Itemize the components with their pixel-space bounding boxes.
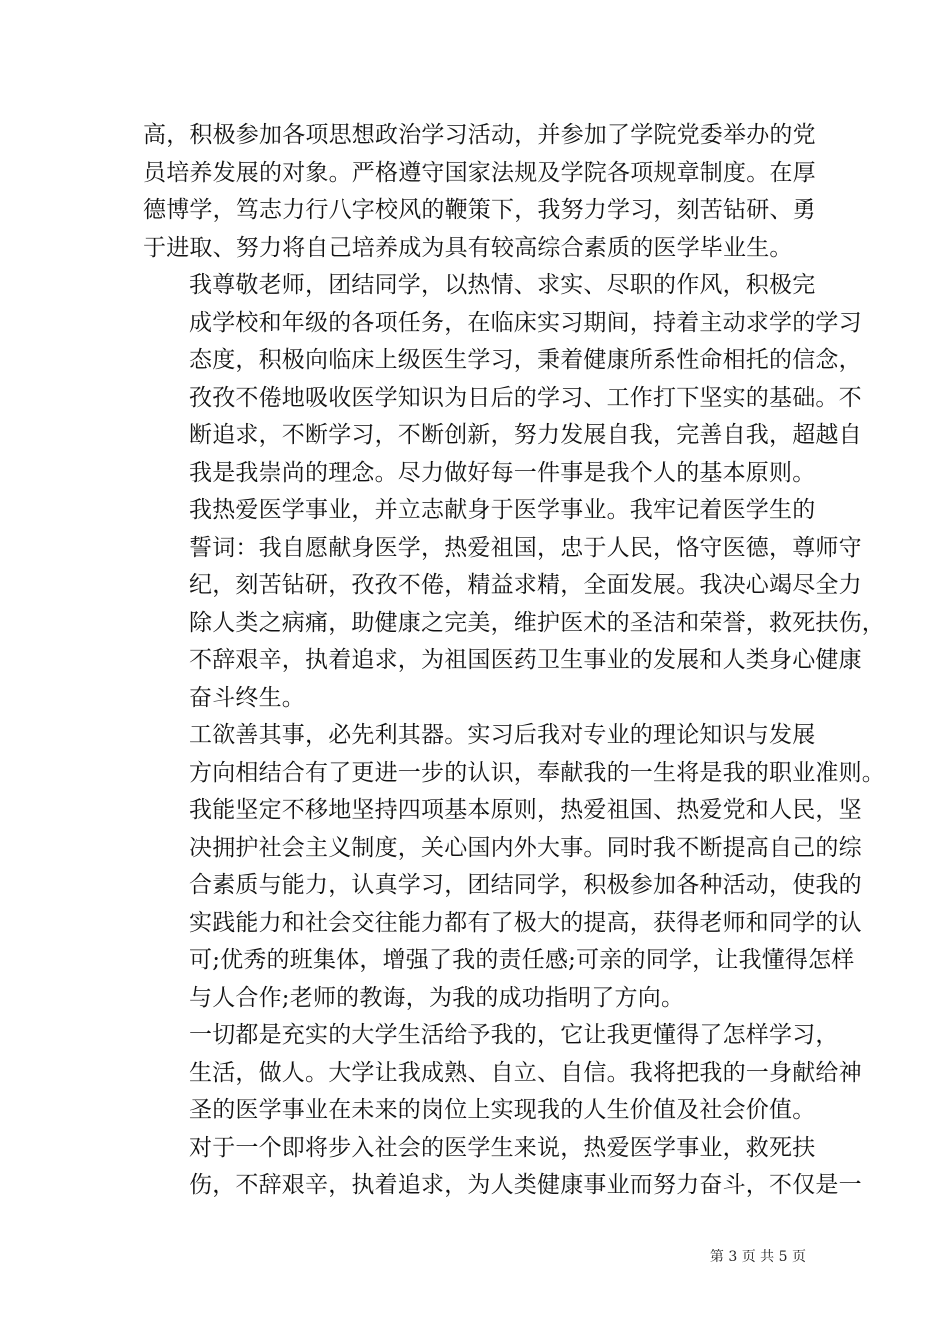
text-line: 决拥护社会主义制度，关心国内外大事。同时我不断提高自己的综 [189, 834, 862, 861]
text-line: 圣的医学事业在未来的岗位上实现我的人生价值及社会价值。 [189, 1097, 816, 1123]
text-line: 员培养发展的对象。严格遵守国家法规及学院各项规章制度。在厚 [143, 159, 816, 186]
text-line: 孜孜不倦地吸收医学知识为日后的学习、工作打下坚实的基础。不 [189, 384, 862, 411]
text-line: 伤，不辞艰辛，执着追求，为人类健康事业而努力奋斗，不仅是一 [189, 1172, 862, 1198]
text-line: 生活，做人。大学让我成熟、自立、自信。我将把我的一身献给神 [189, 1059, 862, 1086]
text-line: 成学校和年级的各项任务，在临床实习期间，持着主动求学的学习 [189, 309, 862, 336]
paragraph [143, 1017, 862, 1130]
paragraph [143, 1130, 862, 1205]
text-line: 除人类之病痛，助健康之完美，维护医术的圣洁和荣誉，救死扶伤， [189, 609, 885, 636]
text-line: 态度，积极向临床上级医生学习，秉着健康所系性命相托的信念， [189, 347, 862, 373]
text-line: 我热爱医学事业，并立志献身于医学事业。我牢记着医学生的 [189, 497, 816, 523]
text-line: 一切都是充实的大学生活给予我的，它让我更懂得了怎样学习， [189, 1022, 839, 1048]
text-line: 对于一个即将步入社会的医学生来说，热爱医学事业，救死扶 [189, 1134, 816, 1161]
text-line: 德博学，笃志力行八字校风的鞭策下，我努力学习，刻苦钻研、勇 [143, 197, 816, 223]
paragraph [143, 267, 862, 492]
text-line: 工欲善其事，必先利其器。实习后我对专业的理论知识与发展 [189, 722, 816, 748]
text-line: 于进取、努力将自己培养成为具有较高综合素质的医学毕业生。 [143, 234, 793, 261]
text-line: 我是我崇尚的理念。尽力做好每一件事是我个人的基本原则。 [189, 459, 816, 486]
text-line: 奋斗终生。 [189, 684, 305, 711]
text-line: 断追求，不断学习，不断创新，努力发展自我，完善自我，超越自 [189, 422, 862, 448]
page-number-footer: 第 3 页 共 5 页 [709, 1249, 806, 1265]
text-line: 纪，刻苦钻研，孜孜不倦，精益求精，全面发展。我决心竭尽全力 [189, 572, 862, 598]
text-line: 我能坚定不移地坚持四项基本原则，热爱祖国、热爱党和人民，坚 [189, 797, 862, 823]
text-line: 合素质与能力，认真学习，团结同学，积极参加各种活动，使我的 [189, 872, 862, 898]
text-line: 誓词：我自愿献身医学，热爱祖国，忠于人民，恪守医德，尊师守 [189, 534, 862, 561]
paragraph [143, 492, 885, 717]
document-body [143, 117, 885, 1205]
text-line: 不辞艰辛，执着追求，为祖国医药卫生事业的发展和人类身心健康 [189, 647, 862, 673]
paragraph [143, 717, 885, 1017]
text-line: 可;优秀的班集体，增强了我的责任感;可亲的同学，让我懂得怎样 [189, 947, 855, 973]
text-line: 与人合作;老师的教诲，为我的成功指明了方向。 [189, 984, 685, 1011]
paragraph [143, 117, 816, 267]
text-line: 我尊敬老师，团结同学，以热情、求实、尽职的作风，积极完 [189, 272, 816, 298]
text-line: 实践能力和社会交往能力都有了极大的提高，获得老师和同学的认 [189, 909, 862, 936]
text-line: 方向相结合有了更进一步的认识，奉献我的一生将是我的职业准则。 [189, 759, 885, 786]
text-line: 高，积极参加各项思想政治学习活动，并参加了学院党委举办的党 [143, 122, 816, 148]
